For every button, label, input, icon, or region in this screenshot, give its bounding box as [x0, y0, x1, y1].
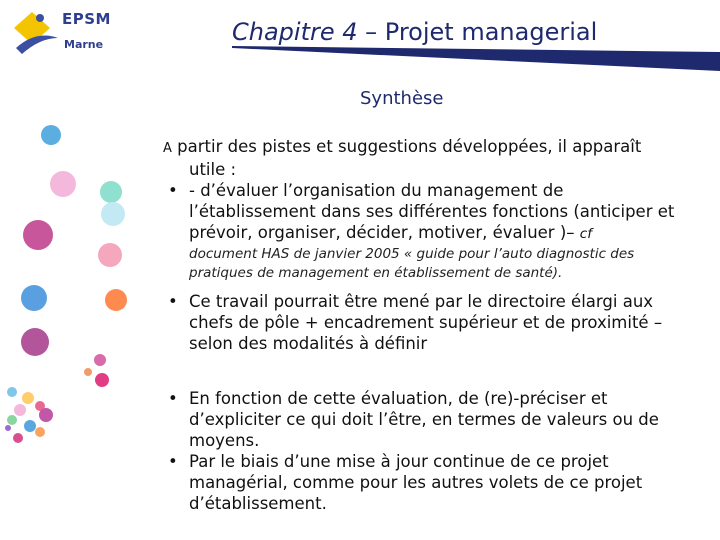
title-underline-bar	[0, 0, 720, 80]
bullet-list-1	[163, 180, 693, 245]
intro-continuation: utile :	[189, 160, 237, 179]
list-item: • Ce travail pourrait être mené par le directoire élargi aux chefs de pôle + encadrement supérieur et de proximité – selon des modalités à définir	[168, 292, 663, 353]
list-item: • En fonction de cette évaluation, de (re)-préciser et d’expliciter ce qui doit l’être, en termes de valeurs ou de moyens.	[168, 389, 659, 450]
list-item: • - d’évaluer l’organisation du management de l’établissement dans ses différentes fonctions (anticiper et prévoir, organiser, décider, motiver, évaluer )– cf	[168, 181, 675, 242]
slide-content	[163, 136, 693, 514]
reference-note: document HAS de janvier 2005 « guide pour l’auto diagnostic des pratiques de management en établissement de santé).	[189, 246, 635, 281]
logo-name: EPSM	[62, 10, 111, 28]
intro-paragraph: A partir des pistes et suggestions développées, il apparaît	[163, 137, 642, 156]
bullet-list-3	[163, 388, 693, 514]
logo-location: Marne	[64, 38, 104, 51]
chapter-label: Chapitre 4	[232, 18, 358, 46]
decorative-dots	[0, 110, 160, 540]
title-text: – Projet managerial	[357, 18, 598, 46]
bullet-list-2	[163, 291, 693, 354]
list-item: • Par le biais d’une mise à jour continue de ce projet managérial, comme pour les autres volets de ce projet d’établissement.	[168, 452, 643, 513]
cf-reference: cf	[579, 226, 592, 242]
